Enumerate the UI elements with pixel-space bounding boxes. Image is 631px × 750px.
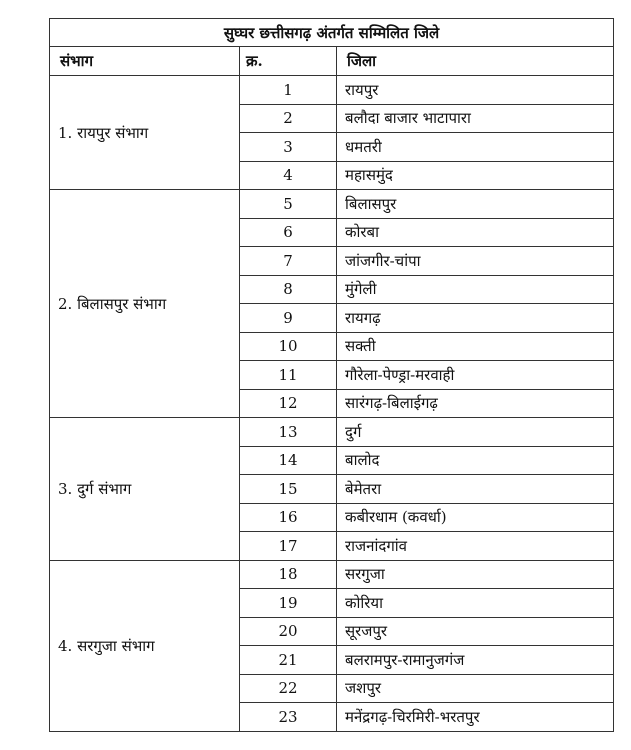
district-name: बालोद — [337, 446, 614, 475]
serial-number: 8 — [240, 275, 337, 304]
table-row — [50, 418, 614, 447]
serial-number: 7 — [240, 247, 337, 276]
table-title: सुघ्घर छत्तीसगढ़ अंतर्गत सम्मिलित जिले — [50, 19, 614, 47]
district-name: रायगढ़ — [337, 304, 614, 333]
serial-number: 4 — [240, 161, 337, 190]
serial-number: 15 — [240, 475, 337, 504]
serial-number: 1 — [240, 76, 337, 105]
serial-number: 18 — [240, 560, 337, 589]
district-name: गौरेला-पेण्ड्रा-मरवाही — [337, 361, 614, 390]
division-name: 4. सरगुजा संभाग — [50, 560, 240, 731]
district-name: कबीरधाम (कवर्धा) — [337, 503, 614, 532]
serial-number: 10 — [240, 332, 337, 361]
serial-number: 16 — [240, 503, 337, 532]
district-name: बलौदा बाजार भाटापारा — [337, 104, 614, 133]
district-name: सूरजपुर — [337, 617, 614, 646]
division-name: 2. बिलासपुर संभाग — [50, 190, 240, 418]
district-name: सरगुजा — [337, 560, 614, 589]
district-name: जांजगीर-चांपा — [337, 247, 614, 276]
district-name: मनेंद्रगढ़-चिरमिरी-भरतपुर — [337, 703, 614, 732]
districts-table — [49, 18, 614, 732]
table-row — [50, 560, 614, 589]
serial-number: 17 — [240, 532, 337, 561]
district-name: महासमुंद — [337, 161, 614, 190]
serial-number: 19 — [240, 589, 337, 618]
district-name: बिलासपुर — [337, 190, 614, 219]
division-name: 1. रायपुर संभाग — [50, 76, 240, 190]
district-name: सक्ती — [337, 332, 614, 361]
district-name: बेमेतरा — [337, 475, 614, 504]
header-district: जिला — [337, 47, 614, 76]
serial-number: 6 — [240, 218, 337, 247]
serial-number: 20 — [240, 617, 337, 646]
serial-number: 5 — [240, 190, 337, 219]
table-row — [50, 76, 614, 105]
serial-number: 12 — [240, 389, 337, 418]
serial-number: 21 — [240, 646, 337, 675]
serial-number: 14 — [240, 446, 337, 475]
division-name: 3. दुर्ग संभाग — [50, 418, 240, 561]
header-row — [50, 47, 614, 76]
district-name: कोरिया — [337, 589, 614, 618]
district-name: मुंगेली — [337, 275, 614, 304]
district-name: धमतरी — [337, 133, 614, 162]
district-name: बलरामपुर-रामानुजगंज — [337, 646, 614, 675]
serial-number: 9 — [240, 304, 337, 333]
table-row — [50, 190, 614, 219]
serial-number: 13 — [240, 418, 337, 447]
header-division: संभाग — [50, 47, 240, 76]
serial-number: 11 — [240, 361, 337, 390]
district-name: सारंगढ़-बिलाईगढ़ — [337, 389, 614, 418]
district-name: जशपुर — [337, 674, 614, 703]
district-name: रायपुर — [337, 76, 614, 105]
header-number: क्र. — [240, 47, 337, 76]
district-name: राजनांदगांव — [337, 532, 614, 561]
table-body — [50, 76, 614, 732]
serial-number: 23 — [240, 703, 337, 732]
serial-number: 3 — [240, 133, 337, 162]
serial-number: 2 — [240, 104, 337, 133]
serial-number: 22 — [240, 674, 337, 703]
district-name: कोरबा — [337, 218, 614, 247]
district-name: दुर्ग — [337, 418, 614, 447]
